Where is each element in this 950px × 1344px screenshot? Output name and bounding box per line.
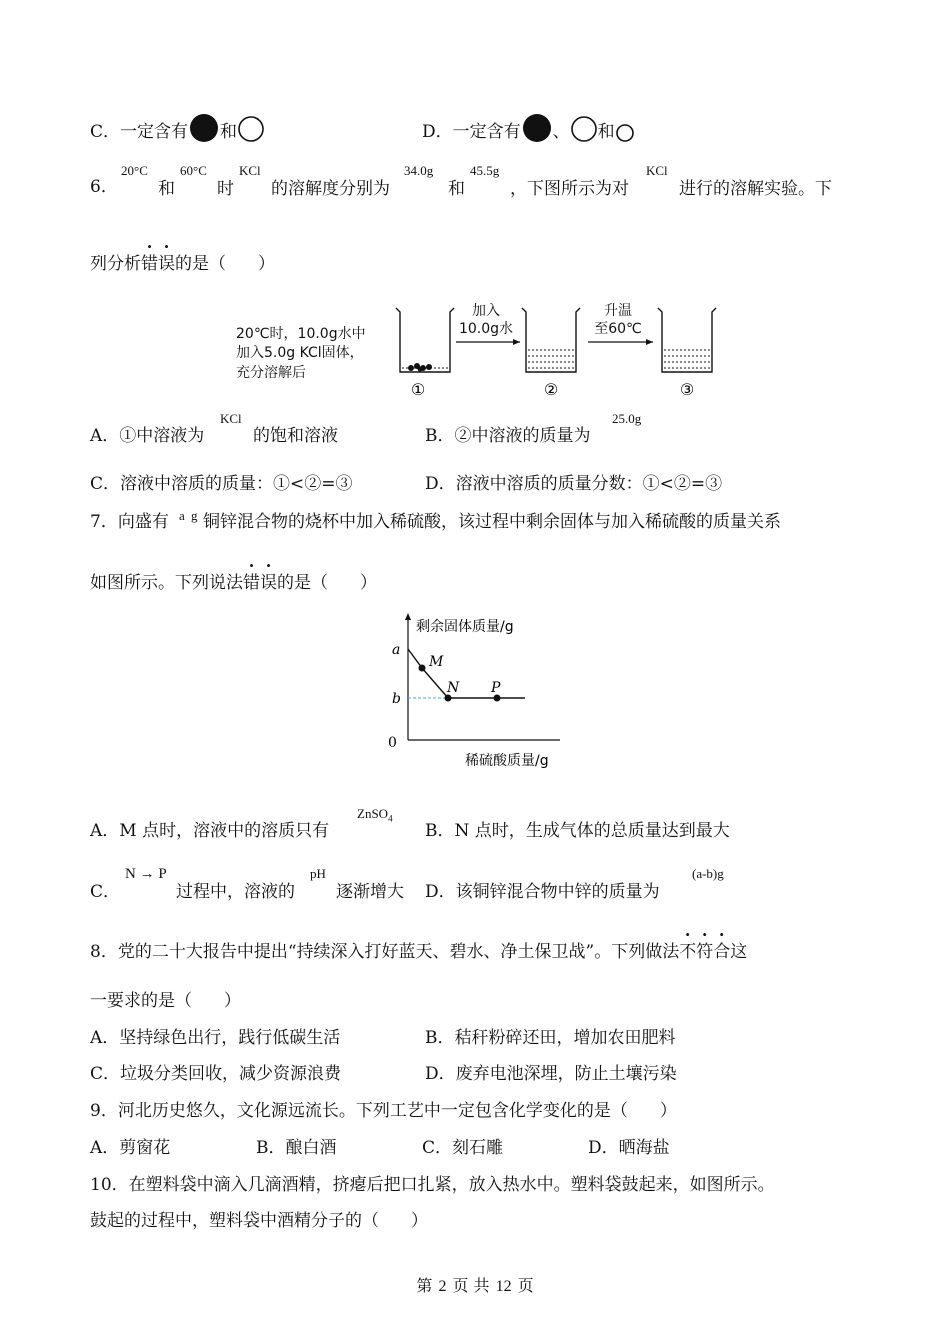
q5-option-d: D．一定含有 、 和 [422, 113, 635, 143]
q6-fig-label-3: ③ [679, 380, 695, 399]
q6-arrow-1-bottom: 10.0g水 [458, 321, 514, 337]
q6-number: 6． [90, 177, 118, 197]
q6-text-2: ，下图所示为对 [510, 179, 629, 199]
q7-g: g [191, 508, 198, 523]
q6-option-a-kcl: KCl [220, 411, 242, 426]
q6-option-d: D．溶液中溶质的质量分数：①<②=③ [425, 474, 723, 494]
q7-post: 铜锌混合物的烧杯中加入稀硫酸，该过程中剩余固体与加入稀硫酸的质量关系 [203, 512, 781, 532]
filled-circle-icon [521, 113, 553, 143]
q7-option-d-value: (a-b)g [692, 866, 724, 881]
q7-stem-line-2: 如图所示。下列说法错误的是（ ） [90, 573, 377, 593]
chart-ytick-a: a [392, 642, 401, 658]
point-n-label: N [447, 680, 460, 696]
q6-temp-20: 20°C [121, 163, 148, 178]
point-p-label: P [491, 680, 501, 696]
q7-option-b: B．N 点时，生成气体的总质量达到最大 [425, 821, 730, 841]
q6-text-3: 进行的溶解实验。下 [679, 179, 832, 199]
q10-stem-line-2: 鼓起的过程中，塑料袋中酒精分子的（ ） [90, 1211, 428, 1231]
q6-value-1: 34.0g [404, 163, 434, 178]
q7-option-c-np: N → P [125, 866, 167, 882]
q6-he-1: 和 [158, 179, 175, 199]
q7-option-c-post: 逐渐增大 [336, 882, 404, 902]
beaker-3 [658, 308, 716, 372]
point-m-label: M [429, 654, 444, 670]
q6-fig-desc-3: 充分溶解后 [236, 365, 306, 381]
q6-fig-label-2: ② [543, 380, 559, 399]
q8-option-d: D．废弃电池深埋，防止土壤污染 [425, 1064, 677, 1084]
q6-fig-desc-1: 20℃时，10.0g水中 [236, 326, 366, 342]
solid-particles-icon [408, 363, 432, 372]
open-circle-icon [237, 115, 265, 143]
q8-option-b: B．秸秆粉碎还田，增加农田肥料 [425, 1028, 676, 1048]
q6-option-c: C．溶液中溶质的质量：①<②=③ [90, 474, 353, 494]
q7-option-c-ph: pH [310, 866, 326, 881]
open-circle-icon [570, 115, 598, 143]
q7-option-c-mid: 过程中，溶液的 [176, 882, 295, 902]
q8-option-c: C．垃圾分类回收，减少资源浪费 [90, 1064, 342, 1084]
q7-a: a [179, 508, 185, 523]
beaker-1 [396, 308, 454, 372]
q10-stem-line-1: 10．在塑料袋中滴入几滴酒精，挤瘪后把口扎紧，放入热水中。塑料袋鼓起来，如图所示。 [90, 1175, 775, 1195]
q6-arrow-2-bottom: 至60℃ [594, 321, 642, 337]
page-footer: 第 2 页 共 12 页 [416, 1276, 534, 1295]
q6-option-b-value: 25.0g [612, 411, 642, 426]
q6-value-2: 45.5g [470, 163, 500, 178]
q6-kcl-2: KCl [646, 163, 668, 178]
chart-origin-label: 0 [388, 735, 397, 751]
point-m [419, 665, 426, 672]
q7-pre: 7．向盛有 [90, 512, 169, 532]
q7-option-a-pre: A．M 点时，溶液中的溶质只有 [90, 821, 330, 841]
chart-xlabel: 稀硫酸质量/g [465, 753, 549, 769]
q6-shi: 时 [217, 179, 234, 199]
q7-option-a-formula: ZnSO$_4$ [357, 806, 393, 824]
q6-text-1: 的溶解度分别为 [271, 179, 390, 199]
q7-chart [380, 607, 580, 777]
q7-option-c-pre: C． [90, 882, 121, 902]
q9-option-a: A．剪窗花 [90, 1138, 171, 1158]
q8-stem-line-2: 一要求的是（ ） [90, 991, 241, 1011]
beaker-2 [522, 308, 580, 372]
q9-option-d: D．晒海盐 [588, 1138, 670, 1158]
q9-stem: 9．河北历史悠久，文化源远流长。下列工艺中一定包含化学变化的是（ ） [90, 1101, 677, 1121]
small-open-circle-icon [615, 123, 635, 143]
q6-option-a-post: 的饱和溶液 [253, 426, 338, 446]
q6-kcl-1: KCl [239, 163, 261, 178]
q6-option-a-pre: A．①中溶液为 [90, 426, 205, 446]
filled-circle-icon [188, 113, 220, 143]
q6-arrow-1-top: 加入 [472, 303, 500, 319]
q5-option-c: C．一定含有 和 [90, 113, 265, 143]
q6-he-2: 和 [448, 179, 465, 199]
q6-dissolution-figure [228, 300, 728, 405]
q8-option-a: A．坚持绿色出行，践行低碳生活 [90, 1028, 341, 1048]
q6-option-b-pre: B．②中溶液的质量为 [425, 426, 591, 446]
q6-stem-line-2: 列分析错误的是（ ） [90, 254, 275, 274]
y-axis-arrow-icon [405, 613, 411, 620]
q9-option-b: B．酿白酒 [256, 1138, 337, 1158]
q6-fig-label-1: ① [410, 380, 426, 399]
q9-option-c: C．刻石雕 [422, 1138, 504, 1158]
q6-temp-60: 60°C [180, 163, 207, 178]
q6-fig-desc-2: 加入5.0g KCl固体， [236, 345, 364, 361]
chart-ylabel: 剩余固体质量/g [416, 619, 514, 635]
chart-series-line [408, 649, 525, 698]
q7-option-d-pre: D．该铜锌混合物中锌的质量为 [425, 882, 660, 902]
q8-stem-line-1: 8．党的二十大报告中提出“持续深入打好蓝天、碧水、净土保卫战”。下列做法不符合这 [90, 942, 748, 962]
q6-arrow-2-top: 升温 [604, 303, 632, 319]
chart-ytick-b: b [392, 691, 401, 707]
